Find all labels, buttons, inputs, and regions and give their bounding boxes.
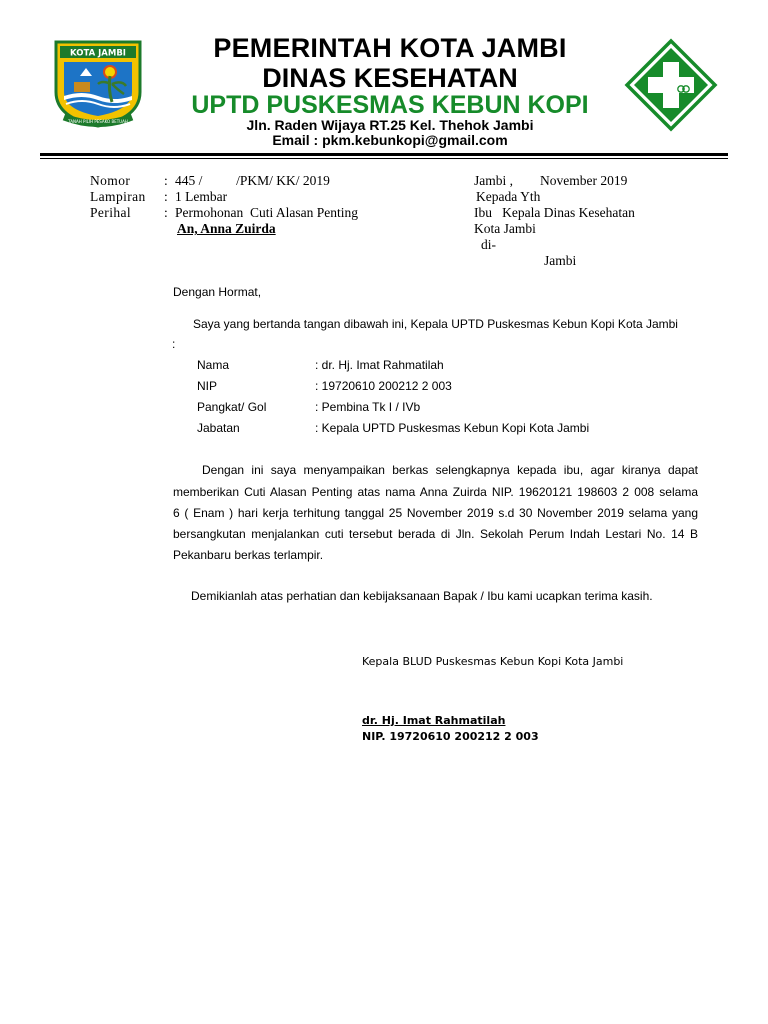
intro-colon: :: [172, 337, 176, 351]
paragraph-line-3: 6 ( Enam ) hari kerja terhitung tanggal 25 November 2019 s.d 30 November 2019 selama yang: [173, 506, 698, 520]
nomor-label: Nomor: [90, 173, 131, 188]
recipient-line-3: Kota Jambi: [474, 221, 536, 236]
perihal-subject-name: An, Anna Zuirda: [177, 221, 276, 236]
detail-value-pangkat: : Pembina Tk I / IVb: [315, 400, 421, 414]
emblem-motto: TANAH PILIH PESAKO BETUAH: [68, 119, 128, 124]
perihal-label: Perihal: [90, 205, 132, 220]
signatory-name: dr. Hj. Imat Rahmatilah: [362, 714, 506, 727]
detail-value-nip: : 19720610 200212 2 003: [315, 379, 452, 393]
kota-jambi-emblem: [52, 38, 144, 128]
paragraph-line-5: Pekanbaru berkas terlampir.: [173, 548, 324, 562]
place-date: Jambi , November 2019: [474, 173, 628, 188]
clinic-address: Jln. Raden Wijaya RT.25 Kel. Thehok Jambi: [246, 117, 534, 133]
recipient-line-1: Kepada Yth: [476, 189, 541, 204]
detail-label-pangkat: Pangkat/ Gol: [197, 400, 267, 414]
puskesmas-logo: [624, 38, 718, 132]
closing-text: Demikianlah atas perhatian dan kebijaksanaan Bapak / Ibu kami ucapkan terima kasih.: [191, 589, 653, 603]
perihal-colon: :: [164, 205, 168, 220]
recipient-line-2: Ibu Kepala Dinas Kesehatan: [474, 205, 635, 220]
detail-label-nama: Nama: [197, 358, 230, 372]
lampiran-value: 1 Lembar: [175, 189, 228, 204]
paragraph-line-2: memberikan Cuti Alasan Penting atas nama Anna Zuirda NIP. 19620121 198603 2 008 selama: [173, 485, 698, 499]
department-title: DINAS KESEHATAN: [262, 63, 518, 93]
lampiran-label: Lampiran: [90, 189, 146, 204]
detail-label-nip: NIP: [197, 379, 218, 393]
greeting: Dengan Hormat,: [173, 285, 262, 299]
signatory-title: Kepala BLUD Puskesmas Kebun Kopi Kota Jambi: [362, 655, 624, 668]
recipient-line-5: Jambi: [544, 253, 577, 268]
emblem-label: KOTA JAMBI: [70, 48, 126, 59]
intro-text: Saya yang bertanda tangan dibawah ini, Kepala UPTD Puskesmas Kebun Kopi Kota Jambi: [193, 317, 678, 331]
header-divider-thin: [40, 158, 728, 159]
detail-label-jabatan: Jabatan: [197, 421, 240, 435]
signatory-nip: NIP. 19720610 200212 2 003: [362, 730, 539, 743]
detail-value-jabatan: : Kepala UPTD Puskesmas Kebun Kopi Kota Jambi: [315, 421, 590, 435]
paragraph-line-1: Dengan ini saya menyampaikan berkas selengkapnya kepada ibu, agar kiranya dapat: [202, 463, 698, 477]
detail-value-nama: : dr. Hj. Imat Rahmatilah: [315, 358, 444, 372]
lampiran-colon: :: [164, 189, 168, 204]
nomor-value: 445 / /PKM/ KK/ 2019: [175, 173, 330, 188]
clinic-email: Email : pkm.kebunkopi@gmail.com: [272, 132, 508, 148]
nomor-colon: :: [164, 173, 168, 188]
perihal-value: Permohonan Cuti Alasan Penting: [175, 205, 358, 220]
clinic-title: UPTD PUSKESMAS KEBUN KOPI: [191, 91, 589, 119]
government-title: PEMERINTAH KOTA JAMBI: [213, 33, 567, 63]
recipient-line-4: di-: [481, 237, 496, 252]
header-divider: [40, 153, 728, 156]
paragraph-line-4: bersangkutan menjalankan cuti tersebut berada di Jln. Sekolah Perum Indah Lestari No. 14 B: [173, 527, 698, 541]
